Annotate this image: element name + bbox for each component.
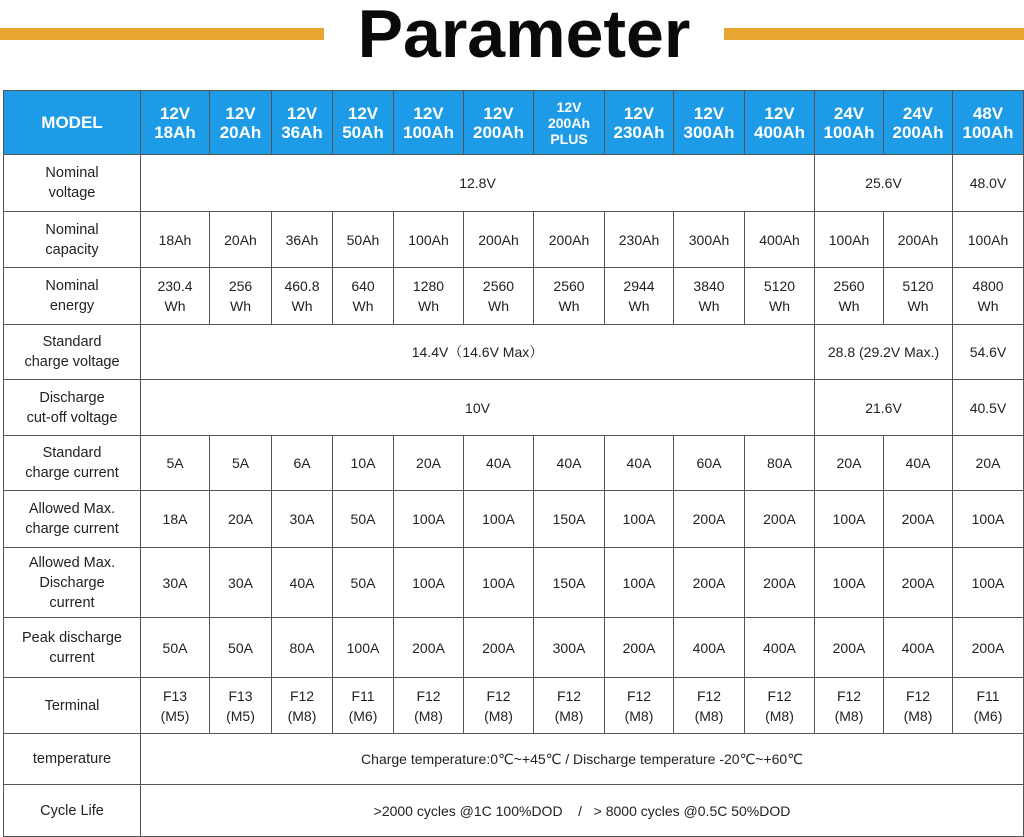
row-max-charge-current [4,491,1024,548]
cell: 300A [534,618,605,678]
cell: 5120 Wh [884,268,953,325]
cell: 400A [674,618,745,678]
cell-12v: 12.8V [141,155,815,212]
cell: 80A [745,436,815,491]
col-header: 12V 230Ah [605,91,674,155]
cell: 40A [272,548,333,618]
cell: 18Ah [141,212,210,268]
cell: 200Ah [464,212,534,268]
row-label: Standard charge current [4,436,141,491]
cell: 4800 Wh [953,268,1024,325]
row-discharge-cutoff [4,380,1024,436]
cell: F12 (M8) [605,678,674,734]
cell: 200A [745,548,815,618]
cell: F12 (M8) [394,678,464,734]
cell: F12 (M8) [884,678,953,734]
cell: F12 (M8) [272,678,333,734]
row-label: Cycle Life [4,785,141,837]
cell: 100A [394,548,464,618]
cell: 3840 Wh [674,268,745,325]
col-header: 12V 200Ah [464,91,534,155]
row-terminal [4,678,1024,734]
cell-48v: 48.0V [953,155,1024,212]
cell: 2560 Wh [534,268,605,325]
cell: 460.8 Wh [272,268,333,325]
row-cycle-life [4,785,1024,837]
cell: 5A [210,436,272,491]
model-header: MODEL [4,91,141,155]
col-header: 12V 400Ah [745,91,815,155]
cell-12v: 14.4V（14.6V Max） [141,325,815,380]
cell: 230.4 Wh [141,268,210,325]
cell: F12 (M8) [815,678,884,734]
cell: 100A [815,548,884,618]
cell: 5A [141,436,210,491]
cell-24v: 25.6V [815,155,953,212]
cell-48v: 54.6V [953,325,1024,380]
cell: F13 (M5) [141,678,210,734]
cell: 20A [210,491,272,548]
cell: 60A [674,436,745,491]
col-header: 24V 200Ah [884,91,953,155]
cell: 150A [534,491,605,548]
col-header: 12V 36Ah [272,91,333,155]
cell: 100A [464,548,534,618]
cell: 40A [605,436,674,491]
row-label: Nominal capacity [4,212,141,268]
cell: 20A [953,436,1024,491]
cell: 100A [953,491,1024,548]
row-nominal-energy [4,268,1024,325]
row-peak-discharge-current [4,618,1024,678]
cell: 50A [333,491,394,548]
cell: 20A [394,436,464,491]
col-header: 24V 100Ah [815,91,884,155]
cell-24v: 28.8 (29.2V Max.) [815,325,953,380]
title-line-left [0,28,324,40]
header-row [4,91,1024,155]
cell: 200A [953,618,1024,678]
cell: 2944 Wh [605,268,674,325]
title-line-right [724,28,1024,40]
cell: F12 (M8) [674,678,745,734]
cell: 200A [745,491,815,548]
cell: 200A [464,618,534,678]
cell-48v: 40.5V [953,380,1024,436]
cell: 400A [745,618,815,678]
cell: 20A [815,436,884,491]
col-header: 12V 200Ah PLUS [534,91,605,155]
cell: 40A [464,436,534,491]
cell: F12 (M8) [745,678,815,734]
row-standard-charge-voltage [4,325,1024,380]
row-label: temperature [4,734,141,785]
cell: 200Ah [534,212,605,268]
cell: 10A [333,436,394,491]
cell: 200A [605,618,674,678]
row-label: Standard charge voltage [4,325,141,380]
cell: 100A [953,548,1024,618]
cell: 100A [333,618,394,678]
row-nominal-voltage [4,155,1024,212]
cell: 256 Wh [210,268,272,325]
row-temperature [4,734,1024,785]
cell: 6A [272,436,333,491]
cell: 100A [394,491,464,548]
cell: 100Ah [394,212,464,268]
cell-12v: 10V [141,380,815,436]
cell: 100A [605,491,674,548]
cell: 30A [141,548,210,618]
cell: 50A [210,618,272,678]
col-header: 48V 100Ah [953,91,1024,155]
cell: 20Ah [210,212,272,268]
cell: 100Ah [953,212,1024,268]
col-header: 12V 18Ah [141,91,210,155]
col-header: 12V 20Ah [210,91,272,155]
row-label: Discharge cut-off voltage [4,380,141,436]
cell: 50A [333,548,394,618]
cell: 400A [884,618,953,678]
cell: 100A [605,548,674,618]
cell: 30A [210,548,272,618]
cell: 50Ah [333,212,394,268]
cell: 36Ah [272,212,333,268]
cell: 200Ah [884,212,953,268]
cell: 5120 Wh [745,268,815,325]
cell: 150A [534,548,605,618]
col-header: 12V 300Ah [674,91,745,155]
cell: 640 Wh [333,268,394,325]
cell: 18A [141,491,210,548]
row-nominal-capacity [4,212,1024,268]
cell: 400Ah [745,212,815,268]
cell: 40A [534,436,605,491]
cell: 200A [674,491,745,548]
cell: 100Ah [815,212,884,268]
cell: 200A [394,618,464,678]
cell: 2560 Wh [464,268,534,325]
cell: 230Ah [605,212,674,268]
cell-temperature: Charge temperature:0℃~+45℃ / Discharge temperature -20℃~+60℃ [141,734,1024,785]
cell: 30A [272,491,333,548]
row-standard-charge-current [4,436,1024,491]
row-label: Nominal energy [4,268,141,325]
cell: 200A [815,618,884,678]
parameter-table [3,90,1024,837]
cell: 100A [815,491,884,548]
cell: F12 (M8) [464,678,534,734]
cell: F12 (M8) [534,678,605,734]
cell: 200A [884,491,953,548]
cell: 200A [884,548,953,618]
cell: 200A [674,548,745,618]
row-max-discharge-current [4,548,1024,618]
cell: 80A [272,618,333,678]
page-title: Parameter [357,0,691,72]
cell: F11 (M6) [953,678,1024,734]
cell: 50A [141,618,210,678]
cell: 300Ah [674,212,745,268]
cell: F11 (M6) [333,678,394,734]
title-bar [0,0,1024,88]
row-label: Nominal voltage [4,155,141,212]
cell-cycle-life: >2000 cycles @1C 100%DOD / > 8000 cycles @0.5C 50%DOD [141,785,1024,837]
row-label: Peak discharge current [4,618,141,678]
col-header: 12V 100Ah [394,91,464,155]
cell: 1280 Wh [394,268,464,325]
cell: 40A [884,436,953,491]
row-label: Terminal [4,678,141,734]
cell: 2560 Wh [815,268,884,325]
col-header: 12V 50Ah [333,91,394,155]
cell-24v: 21.6V [815,380,953,436]
row-label: Allowed Max. charge current [4,491,141,548]
cell: 100A [464,491,534,548]
row-label: Allowed Max. Discharge current [4,548,141,618]
cell: F13 (M5) [210,678,272,734]
